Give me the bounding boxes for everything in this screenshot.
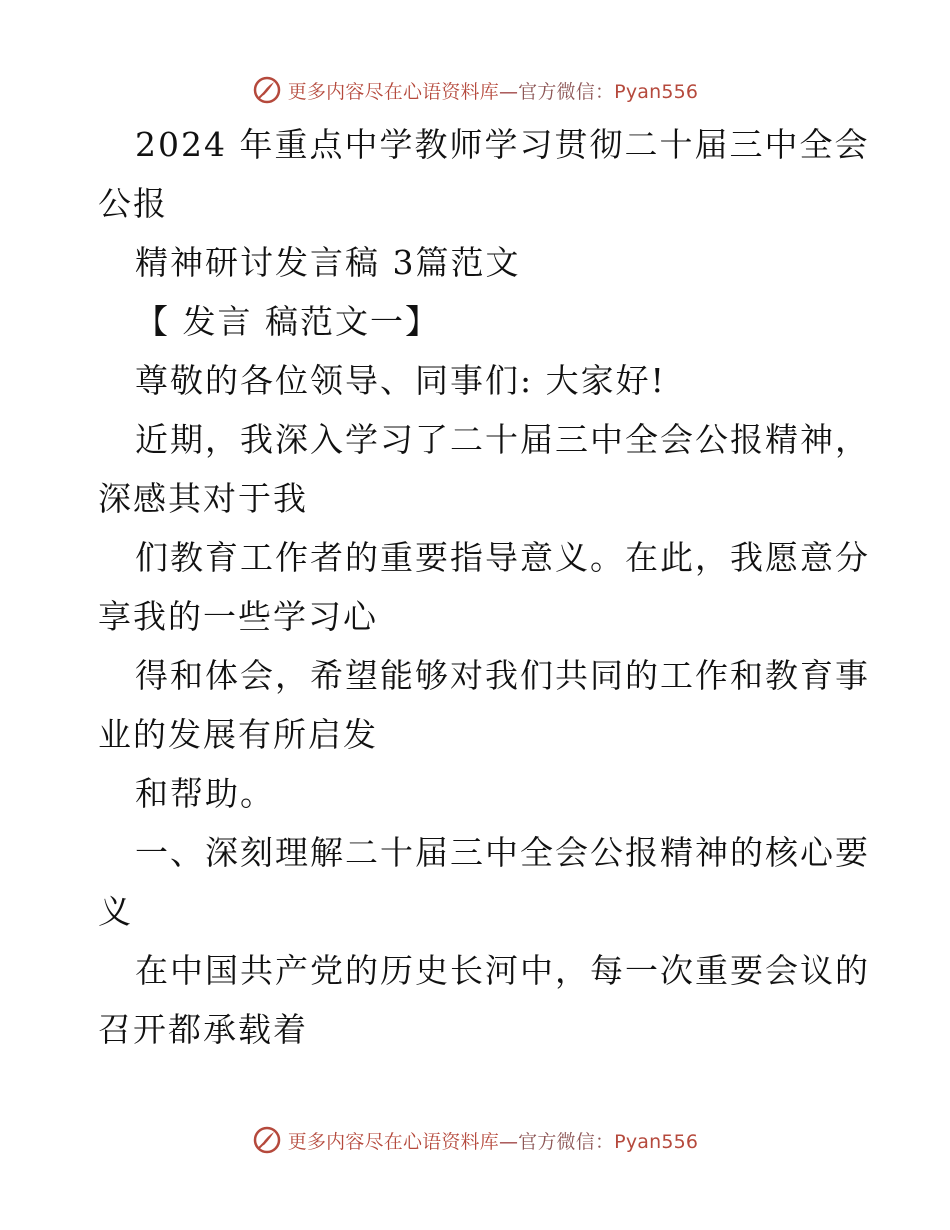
- paragraph-line: 召开都承载着: [98, 1010, 308, 1049]
- footer-watermark: [0, 1120, 950, 1160]
- document-title-line-1: 2024 年重点中学教师学习贯彻二十届三中全会: [135, 125, 870, 164]
- paragraph-line: 们教育工作者的重要指导意义。在此，我愿意分: [135, 538, 870, 577]
- salutation: 尊敬的各位领导、同事们: 大家好!: [135, 361, 666, 400]
- quill-seal-icon: [252, 75, 282, 105]
- section-heading-one: 一、深刻理解二十届三中全会公报精神的核心要: [135, 833, 870, 872]
- section-heading: 【 发言 稿范文一】: [135, 302, 440, 341]
- header-watermark: [0, 70, 950, 110]
- document-title-line-2: 公报: [98, 184, 168, 223]
- paragraph-line: 业的发展有所启发: [98, 715, 378, 754]
- paragraph-line: 享我的一些学习心: [98, 597, 378, 636]
- paragraph-line: 和帮助。: [135, 774, 275, 813]
- section-heading-one-cont: 义: [98, 892, 133, 931]
- watermark-text: 更多内容尽在心语资料库—官方微信：Pyan556: [287, 1130, 699, 1153]
- paragraph-line: 得和体会，希望能够对我们共同的工作和教育事: [135, 656, 870, 695]
- document-subtitle: 精神研讨发言稿 3篇范文: [135, 243, 521, 282]
- paragraph-line: 近期，我深入学习了二十届三中全会公报精神，: [135, 420, 870, 459]
- watermark-text: 更多内容尽在心语资料库—官方微信：Pyan556: [287, 80, 699, 103]
- quill-seal-icon: [252, 1125, 282, 1155]
- paragraph-line: 在中国共产党的历史长河中，每一次重要会议的: [135, 951, 870, 990]
- paragraph-line: 深感其对于我: [98, 479, 308, 518]
